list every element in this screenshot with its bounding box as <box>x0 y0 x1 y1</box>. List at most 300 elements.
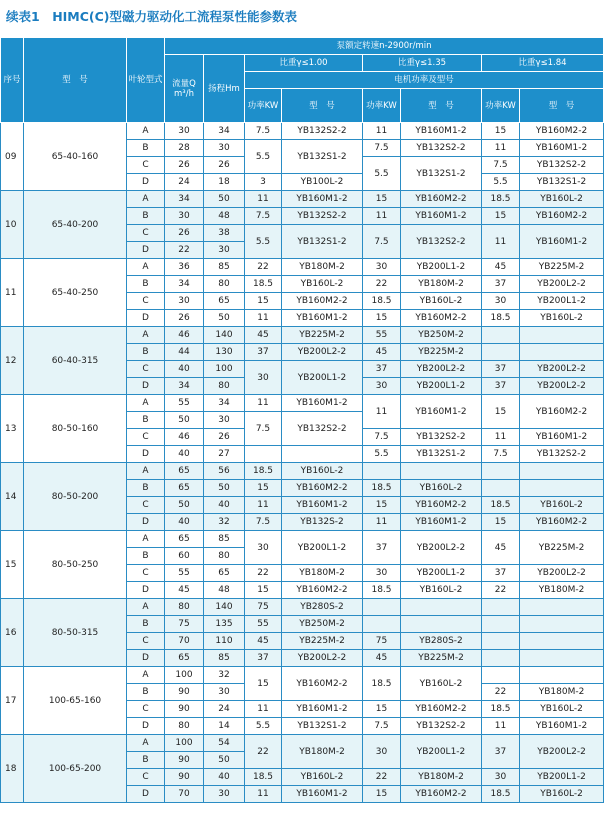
power-cell: 37 <box>482 378 520 395</box>
motor-model-cell: YB132S-2 <box>282 514 363 531</box>
motor-model-cell: YB160M2-2 <box>282 293 363 310</box>
power-cell: 18.5 <box>482 497 520 514</box>
power-cell: 22 <box>245 565 282 582</box>
head-cell: 135 <box>204 616 245 633</box>
power-cell <box>482 599 520 616</box>
power-cell: 7.5 <box>363 429 401 446</box>
power-cell <box>482 480 520 497</box>
power-cell: 18.5 <box>482 310 520 327</box>
flow-cell: 75 <box>165 616 204 633</box>
motor-model-cell: YB280S-2 <box>401 633 482 650</box>
impeller-cell: D <box>127 514 165 531</box>
power-cell: 15 <box>363 786 401 803</box>
flow-cell: 44 <box>165 344 204 361</box>
motor-model-cell: YB225M-2 <box>282 327 363 344</box>
power-cell: 18.5 <box>363 582 401 599</box>
motor-model-cell: YB200L1-2 <box>401 259 482 276</box>
model-cell: 65-40-250 <box>24 259 127 327</box>
power-cell: 15 <box>363 497 401 514</box>
flow-cell: 65 <box>165 463 204 480</box>
motor-model-cell: YB132S2-2 <box>282 412 363 446</box>
power-cell: 5.5 <box>363 446 401 463</box>
pump-group <box>1 395 604 463</box>
motor-model-cell: YB160M2-2 <box>401 497 482 514</box>
motor-model-cell <box>520 344 604 361</box>
head-cell: 65 <box>204 293 245 310</box>
pump-group <box>1 599 604 667</box>
motor-model-cell: YB200L2-2 <box>401 531 482 565</box>
flow-cell: 50 <box>165 497 204 514</box>
motor-model-cell: YB132S2-2 <box>520 157 604 174</box>
pump-group <box>1 327 604 395</box>
seq-cell: 11 <box>1 259 24 327</box>
motor-model-cell: YB160M1-2 <box>520 429 604 446</box>
motor-model-cell: YB160L-2 <box>282 769 363 786</box>
motor-model-cell: YB200L2-2 <box>520 378 604 395</box>
motor-model-cell: YB225M-2 <box>282 633 363 650</box>
motor-model-cell: YB132S2-2 <box>282 123 363 140</box>
power-cell: 7.5 <box>482 446 520 463</box>
header-sg3: 比重γ≤1.84 <box>482 55 604 72</box>
motor-model-cell <box>520 650 604 667</box>
power-cell <box>482 650 520 667</box>
impeller-cell: D <box>127 242 165 259</box>
impeller-cell: C <box>127 361 165 378</box>
impeller-cell: D <box>127 786 165 803</box>
power-cell <box>363 463 401 480</box>
flow-cell: 65 <box>165 531 204 548</box>
header-mtype-2: 型 号 <box>401 89 482 123</box>
pump-group <box>1 531 604 599</box>
power-cell: 30 <box>363 259 401 276</box>
power-cell: 37 <box>482 361 520 378</box>
header-impeller: 叶轮型式 <box>127 38 165 123</box>
motor-model-cell: YB132S1-2 <box>282 718 363 735</box>
header-mtype-1: 型 号 <box>282 89 363 123</box>
flow-cell: 24 <box>165 174 204 191</box>
impeller-cell: C <box>127 633 165 650</box>
flow-cell: 90 <box>165 752 204 769</box>
seq-cell: 15 <box>1 531 24 599</box>
head-cell: 50 <box>204 752 245 769</box>
flow-cell: 100 <box>165 667 204 684</box>
motor-model-cell: YB200L2-2 <box>520 735 604 769</box>
head-cell: 48 <box>204 582 245 599</box>
power-cell: 75 <box>363 633 401 650</box>
head-cell: 100 <box>204 361 245 378</box>
power-cell: 18.5 <box>363 667 401 701</box>
impeller-cell: A <box>127 259 165 276</box>
power-cell: 15 <box>363 310 401 327</box>
power-cell: 5.5 <box>245 718 282 735</box>
power-cell: 15 <box>482 514 520 531</box>
power-cell: 30 <box>245 361 282 395</box>
pump-group <box>1 123 604 191</box>
head-cell: 34 <box>204 395 245 412</box>
motor-model-cell: YB160L-2 <box>282 463 363 480</box>
motor-model-cell: YB200L2-2 <box>520 276 604 293</box>
flow-cell: 50 <box>165 412 204 429</box>
motor-model-cell: YB160M1-2 <box>401 208 482 225</box>
flow-cell: 100 <box>165 735 204 752</box>
impeller-cell: C <box>127 565 165 582</box>
seq-cell: 14 <box>1 463 24 531</box>
impeller-cell: B <box>127 140 165 157</box>
power-cell: 7.5 <box>363 140 401 157</box>
seq-cell: 17 <box>1 667 24 735</box>
power-cell: 11 <box>482 429 520 446</box>
model-cell: 60-40-315 <box>24 327 127 395</box>
power-cell: 11 <box>245 310 282 327</box>
motor-model-cell: YB200L2-2 <box>520 565 604 582</box>
power-cell: 15 <box>245 667 282 701</box>
motor-model-cell <box>520 667 604 684</box>
head-cell: 18 <box>204 174 245 191</box>
head-cell: 80 <box>204 378 245 395</box>
impeller-cell: B <box>127 412 165 429</box>
motor-model-cell: YB160M2-2 <box>520 395 604 429</box>
motor-model-cell: YB160M2-2 <box>520 208 604 225</box>
power-cell: 15 <box>363 191 401 208</box>
header-speed: 泵额定转速n-2900r/min <box>165 38 604 55</box>
motor-model-cell: YB132S2-2 <box>520 446 604 463</box>
motor-model-cell <box>401 599 482 616</box>
motor-model-cell: YB132S2-2 <box>401 718 482 735</box>
motor-model-cell: YB180M-2 <box>401 276 482 293</box>
motor-model-cell <box>520 616 604 633</box>
pump-performance-table <box>0 37 604 803</box>
power-cell: 45 <box>363 650 401 667</box>
motor-model-cell: YB160M1-2 <box>520 718 604 735</box>
power-cell: 11 <box>482 225 520 259</box>
table-row <box>1 735 604 752</box>
impeller-cell: C <box>127 429 165 446</box>
impeller-cell: C <box>127 769 165 786</box>
impeller-cell: A <box>127 531 165 548</box>
power-cell: 45 <box>245 633 282 650</box>
motor-model-cell: YB132S1-2 <box>282 140 363 174</box>
power-cell: 18.5 <box>482 191 520 208</box>
power-cell <box>482 616 520 633</box>
motor-model-cell: YB160M1-2 <box>282 395 363 412</box>
motor-model-cell: YB180M-2 <box>282 565 363 582</box>
impeller-cell: D <box>127 378 165 395</box>
motor-model-cell: YB160M1-2 <box>282 786 363 803</box>
motor-model-cell: YB132S2-2 <box>282 208 363 225</box>
flow-cell: 55 <box>165 565 204 582</box>
header-sg2: 比重γ≤1.35 <box>363 55 482 72</box>
flow-cell: 70 <box>165 786 204 803</box>
power-cell: 11 <box>363 208 401 225</box>
motor-model-cell: YB160M2-2 <box>520 123 604 140</box>
flow-cell: 90 <box>165 684 204 701</box>
impeller-cell: B <box>127 548 165 565</box>
flow-cell: 36 <box>165 259 204 276</box>
table-row <box>1 327 604 344</box>
power-cell: 11 <box>245 395 282 412</box>
model-cell: 100-65-160 <box>24 667 127 735</box>
head-cell: 24 <box>204 701 245 718</box>
header-sg1: 比重γ≤1.00 <box>245 55 363 72</box>
flow-cell: 46 <box>165 429 204 446</box>
power-cell <box>482 327 520 344</box>
power-cell: 18.5 <box>245 463 282 480</box>
flow-cell: 34 <box>165 191 204 208</box>
power-cell: 5.5 <box>363 157 401 191</box>
impeller-cell: C <box>127 497 165 514</box>
impeller-cell: A <box>127 735 165 752</box>
flow-cell: 70 <box>165 633 204 650</box>
power-cell: 30 <box>363 378 401 395</box>
power-cell: 22 <box>482 582 520 599</box>
motor-model-cell: YB160M1-2 <box>520 140 604 157</box>
flow-cell: 26 <box>165 225 204 242</box>
motor-model-cell: YB200L1-2 <box>401 565 482 582</box>
impeller-cell: B <box>127 752 165 769</box>
motor-model-cell: YB200L1-2 <box>282 531 363 565</box>
motor-model-cell: YB200L2-2 <box>520 361 604 378</box>
power-cell: 15 <box>482 123 520 140</box>
power-cell: 22 <box>482 684 520 701</box>
power-cell: 37 <box>245 344 282 361</box>
head-cell: 30 <box>204 684 245 701</box>
head-cell: 85 <box>204 259 245 276</box>
flow-cell: 80 <box>165 599 204 616</box>
power-cell: 37 <box>482 735 520 769</box>
head-cell: 34 <box>204 123 245 140</box>
motor-model-cell: YB160M2-2 <box>282 667 363 701</box>
motor-model-cell: YB160L-2 <box>401 667 482 701</box>
motor-model-cell: YB160M2-2 <box>401 701 482 718</box>
power-cell: 37 <box>245 650 282 667</box>
model-cell: 65-40-200 <box>24 191 127 259</box>
seq-cell: 16 <box>1 599 24 667</box>
impeller-cell: A <box>127 667 165 684</box>
power-cell: 30 <box>363 735 401 769</box>
power-cell: 5.5 <box>245 225 282 259</box>
motor-model-cell: YB160M1-2 <box>282 497 363 514</box>
power-cell: 37 <box>363 361 401 378</box>
motor-model-cell: YB200L1-2 <box>401 735 482 769</box>
head-cell: 85 <box>204 650 245 667</box>
pump-group <box>1 735 604 803</box>
motor-model-cell <box>520 480 604 497</box>
header-mtype-3: 型 号 <box>520 89 604 123</box>
motor-model-cell: YB160M2-2 <box>401 310 482 327</box>
motor-model-cell <box>520 633 604 650</box>
motor-model-cell: YB160M2-2 <box>401 786 482 803</box>
head-cell: 85 <box>204 531 245 548</box>
motor-model-cell: YB160L-2 <box>520 701 604 718</box>
motor-model-cell: YB160M1-2 <box>401 395 482 429</box>
flow-cell: 34 <box>165 276 204 293</box>
head-cell: 30 <box>204 786 245 803</box>
impeller-cell: C <box>127 293 165 310</box>
motor-model-cell: YB200L2-2 <box>401 361 482 378</box>
power-cell: 37 <box>363 531 401 565</box>
motor-model-cell: YB132S1-2 <box>520 174 604 191</box>
pump-group <box>1 259 604 327</box>
power-cell: 3 <box>245 174 282 191</box>
motor-model-cell: YB160L-2 <box>282 276 363 293</box>
motor-model-cell <box>520 463 604 480</box>
power-cell: 11 <box>245 786 282 803</box>
power-cell: 18.5 <box>245 276 282 293</box>
impeller-cell: A <box>127 191 165 208</box>
table-row <box>1 123 604 140</box>
head-cell: 14 <box>204 718 245 735</box>
power-cell: 15 <box>245 293 282 310</box>
flow-cell: 40 <box>165 514 204 531</box>
power-cell: 18.5 <box>245 769 282 786</box>
power-cell: 5.5 <box>482 174 520 191</box>
model-cell: 80-50-315 <box>24 599 127 667</box>
flow-cell: 46 <box>165 327 204 344</box>
motor-model-cell: YB180M-2 <box>401 769 482 786</box>
flow-cell: 65 <box>165 480 204 497</box>
power-cell: 15 <box>245 582 282 599</box>
motor-model-cell: YB160M2-2 <box>282 480 363 497</box>
motor-model-cell: YB250M-2 <box>282 616 363 633</box>
flow-cell: 80 <box>165 718 204 735</box>
motor-model-cell: YB200L2-2 <box>282 344 363 361</box>
power-cell: 75 <box>245 599 282 616</box>
head-cell: 40 <box>204 497 245 514</box>
seq-cell: 18 <box>1 735 24 803</box>
motor-model-cell: YB160M2-2 <box>520 514 604 531</box>
impeller-cell: A <box>127 123 165 140</box>
head-cell: 30 <box>204 412 245 429</box>
model-cell: 80-50-160 <box>24 395 127 463</box>
power-cell: 22 <box>363 276 401 293</box>
table-header <box>1 38 604 123</box>
motor-model-cell: YB280S-2 <box>282 599 363 616</box>
table-row <box>1 395 604 412</box>
impeller-cell: B <box>127 344 165 361</box>
impeller-cell: D <box>127 650 165 667</box>
model-cell: 80-50-200 <box>24 463 127 531</box>
flow-cell: 40 <box>165 446 204 463</box>
motor-model-cell: YB180M-2 <box>282 735 363 769</box>
power-cell: 45 <box>245 327 282 344</box>
flow-cell: 60 <box>165 548 204 565</box>
head-cell: 50 <box>204 310 245 327</box>
power-cell: 30 <box>363 565 401 582</box>
power-cell: 18.5 <box>363 293 401 310</box>
seq-cell: 13 <box>1 395 24 463</box>
motor-model-cell <box>520 599 604 616</box>
head-cell: 65 <box>204 565 245 582</box>
power-cell <box>482 344 520 361</box>
power-cell: 7.5 <box>245 514 282 531</box>
model-cell: 100-65-200 <box>24 735 127 803</box>
motor-model-cell: YB160M1-2 <box>401 123 482 140</box>
motor-model-cell: YB160M1-2 <box>282 701 363 718</box>
flow-cell: 45 <box>165 582 204 599</box>
power-cell: 7.5 <box>363 225 401 259</box>
impeller-cell: C <box>127 157 165 174</box>
motor-model-cell: YB160L-2 <box>520 191 604 208</box>
motor-model-cell: YB132S1-2 <box>282 225 363 259</box>
impeller-cell: A <box>127 463 165 480</box>
motor-model-cell: YB160L-2 <box>401 293 482 310</box>
seq-cell: 09 <box>1 123 24 191</box>
flow-cell: 30 <box>165 123 204 140</box>
head-cell: 130 <box>204 344 245 361</box>
motor-model-cell: YB225M-2 <box>520 531 604 565</box>
power-cell <box>482 667 520 684</box>
impeller-cell: A <box>127 599 165 616</box>
impeller-cell: D <box>127 446 165 463</box>
motor-model-cell: YB160L-2 <box>520 786 604 803</box>
impeller-cell: C <box>127 225 165 242</box>
power-cell: 11 <box>482 140 520 157</box>
motor-model-cell: YB200L1-2 <box>520 769 604 786</box>
power-cell: 45 <box>482 259 520 276</box>
head-cell: 80 <box>204 548 245 565</box>
head-cell: 26 <box>204 429 245 446</box>
flow-cell: 30 <box>165 293 204 310</box>
power-cell: 37 <box>482 565 520 582</box>
power-cell: 37 <box>482 276 520 293</box>
model-cell: 80-50-250 <box>24 531 127 599</box>
power-cell: 15 <box>482 395 520 429</box>
flow-cell: 22 <box>165 242 204 259</box>
power-cell: 7.5 <box>245 208 282 225</box>
power-cell: 30 <box>245 531 282 565</box>
flow-cell: 40 <box>165 361 204 378</box>
head-cell: 54 <box>204 735 245 752</box>
motor-model-cell: YB160L-2 <box>401 582 482 599</box>
power-cell: 11 <box>245 191 282 208</box>
impeller-cell: B <box>127 208 165 225</box>
motor-model-cell: YB160L-2 <box>520 497 604 514</box>
head-cell: 50 <box>204 480 245 497</box>
motor-model-cell <box>401 463 482 480</box>
header-flow: 流量Q m³/h <box>165 55 204 123</box>
motor-model-cell: YB225M-2 <box>520 259 604 276</box>
power-cell <box>363 599 401 616</box>
motor-model-cell: YB132S1-2 <box>401 157 482 191</box>
head-cell: 38 <box>204 225 245 242</box>
table-row <box>1 667 604 684</box>
flow-cell: 26 <box>165 310 204 327</box>
flow-cell: 65 <box>165 650 204 667</box>
power-cell: 55 <box>363 327 401 344</box>
impeller-cell: B <box>127 684 165 701</box>
motor-model-cell <box>401 616 482 633</box>
motor-model-cell: YB132S2-2 <box>401 225 482 259</box>
power-cell: 11 <box>363 395 401 429</box>
head-cell: 32 <box>204 514 245 531</box>
flow-cell: 28 <box>165 140 204 157</box>
motor-model-cell: YB160M2-2 <box>282 582 363 599</box>
pump-group <box>1 463 604 531</box>
motor-model-cell: YB200L1-2 <box>520 293 604 310</box>
power-cell: 22 <box>245 259 282 276</box>
power-cell: 7.5 <box>245 123 282 140</box>
header-head: 扬程Hm <box>204 55 245 123</box>
model-cell: 65-40-160 <box>24 123 127 191</box>
head-cell: 140 <box>204 599 245 616</box>
motor-model-cell: YB180M-2 <box>282 259 363 276</box>
header-model: 型 号 <box>24 38 127 123</box>
header-power-3: 功率KW <box>482 89 520 123</box>
impeller-cell: D <box>127 718 165 735</box>
power-cell: 18.5 <box>482 786 520 803</box>
motor-model-cell: YB225M-2 <box>401 344 482 361</box>
power-cell: 7.5 <box>245 412 282 446</box>
